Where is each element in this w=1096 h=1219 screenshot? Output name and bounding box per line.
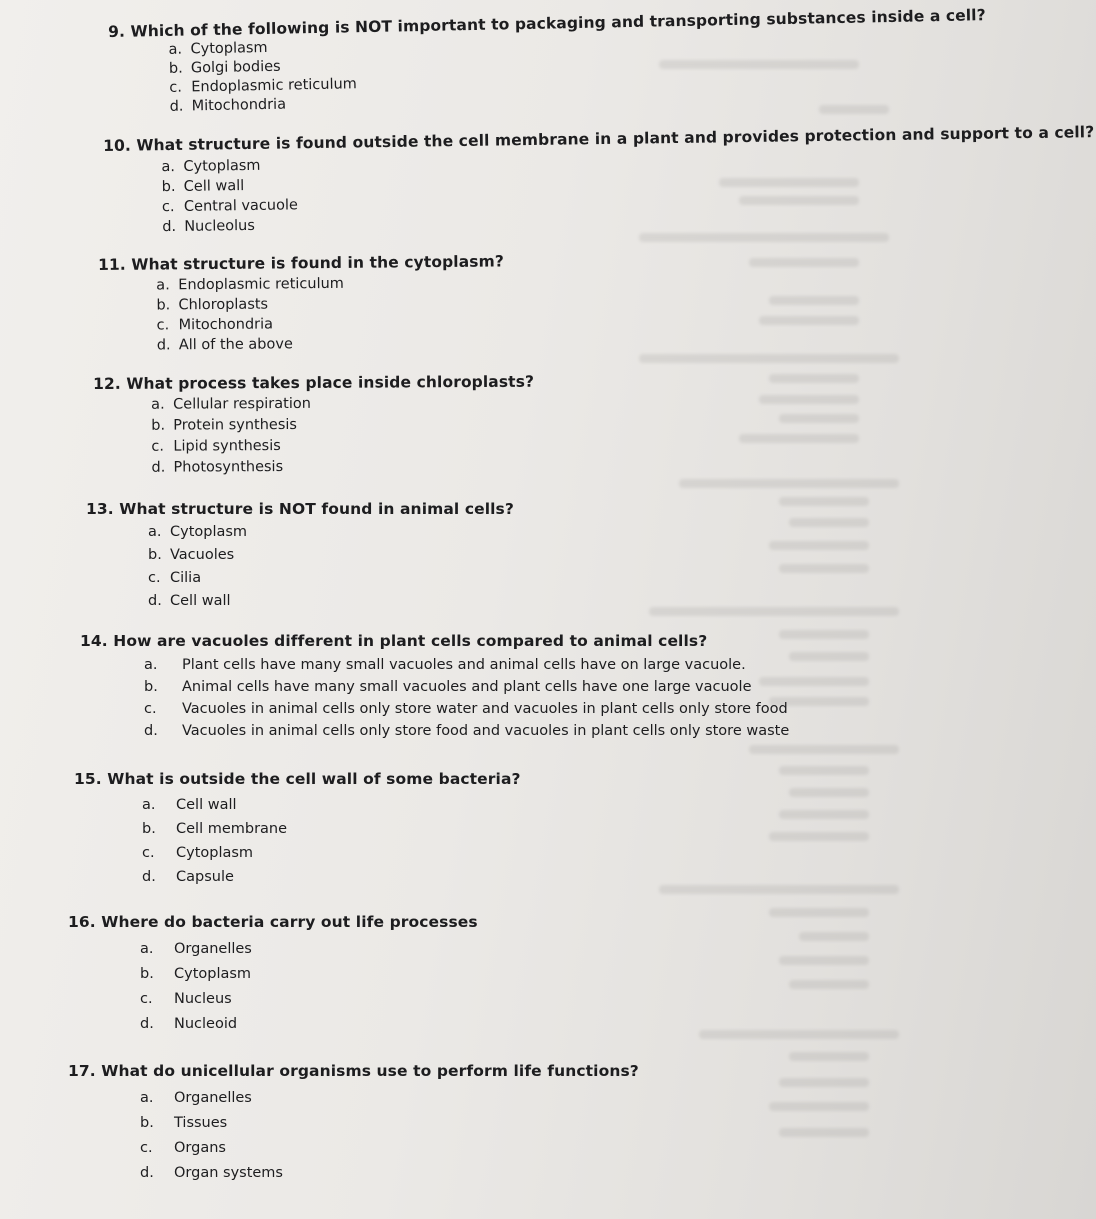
choice-list <box>148 521 946 613</box>
question-13 <box>86 499 946 613</box>
choice-b: b. Animal cells have many small vacuoles and plant cells have one large vacuole <box>144 679 752 695</box>
choice-b: b. Protein synthesis <box>151 416 298 434</box>
question-9 <box>108 5 986 117</box>
choice-a: a. Organelles <box>140 941 252 957</box>
choice-list <box>151 390 953 478</box>
choice-a: a. Cytoplasm <box>168 39 268 58</box>
choice-list <box>140 1086 928 1186</box>
choice-d: d. Nucleolus <box>162 217 255 236</box>
choice-d: d. Mitochondria <box>169 96 287 115</box>
question-10 <box>103 123 1095 238</box>
choice-c: c. Lipid synthesis <box>151 438 281 455</box>
question-text: 14. How are vacuoles different in plant cells compared to animal cells? <box>80 632 708 650</box>
choice-c: c. Organs <box>140 1140 226 1156</box>
choice-a: a. Plant cells have many small vacuoles and animal cells have on large vacuole. <box>144 657 746 673</box>
choice-d: d. Nucleoid <box>140 1016 238 1032</box>
question-text: 17. What do unicellular organisms use to perform life functions? <box>68 1062 639 1080</box>
question-11 <box>98 247 959 356</box>
choice-c: c. Central vacuole <box>161 197 298 216</box>
choice-a: a. Organelles <box>140 1090 252 1106</box>
choice-c: c. Cilia <box>148 570 202 586</box>
question-text: 13. What structure is NOT found in animal cells? <box>86 500 514 518</box>
choice-a: a. Cytoplasm <box>161 157 261 176</box>
choice-d: d. All of the above <box>156 336 293 354</box>
choice-list <box>156 268 959 355</box>
question-text: 9. Which of the following is NOT important to packaging and transporting substances inside a cell? <box>108 6 986 41</box>
choice-b: b. Cell membrane <box>142 821 288 837</box>
choice-d: d. Organ systems <box>140 1165 283 1181</box>
choice-list <box>161 146 964 237</box>
question-text: 11. What structure is found in the cytoplasm? <box>98 252 504 274</box>
choice-c: c. Cytoplasm <box>142 845 254 861</box>
choice-list <box>168 25 969 116</box>
choice-c: c. Mitochondria <box>156 316 274 334</box>
choice-b: b. Cytoplasm <box>140 966 252 982</box>
question-text: 12. What process takes place inside chloroplasts? <box>93 372 535 393</box>
choice-b: b. Tissues <box>140 1115 228 1131</box>
question-14 <box>80 631 940 742</box>
question-15 <box>74 769 934 889</box>
question-16 <box>68 912 928 1037</box>
choice-b: b. Vacuoles <box>148 547 235 563</box>
question-text: 16. Where do bacteria carry out life processes <box>68 913 478 931</box>
choice-list <box>140 937 928 1037</box>
question-text: 10. What structure is found outside the cell membrane in a plant and provides protection and support to a cell? <box>103 123 1095 155</box>
choice-list <box>144 654 940 742</box>
choice-a: a. Cell wall <box>142 797 237 813</box>
question-12 <box>93 369 954 479</box>
choice-d: d. Cell wall <box>148 593 231 609</box>
choice-list <box>142 793 934 889</box>
question-text: 15. What is outside the cell wall of some bacteria? <box>74 770 521 788</box>
choice-b: b. Golgi bodies <box>168 58 281 77</box>
choice-b: b. Cell wall <box>161 178 245 196</box>
choice-d: d. Vacuoles in animal cells only store food and vacuoles in plant cells only store waste <box>144 723 790 739</box>
choice-a: a. Cytoplasm <box>148 524 248 540</box>
choice-d: d. Photosynthesis <box>151 459 284 476</box>
choice-b: b. Chloroplasts <box>156 296 269 314</box>
question-17 <box>68 1061 928 1186</box>
choice-c: c. Nucleus <box>140 991 232 1007</box>
choice-a: a. Endoplasmic reticulum <box>156 275 344 294</box>
choice-d: d. Capsule <box>142 869 234 885</box>
choice-c: c. Endoplasmic reticulum <box>169 76 358 96</box>
choice-c: c. Vacuoles in animal cells only store water and vacuoles in plant cells only store food <box>144 701 788 717</box>
choice-a: a. Cellular respiration <box>151 395 311 413</box>
